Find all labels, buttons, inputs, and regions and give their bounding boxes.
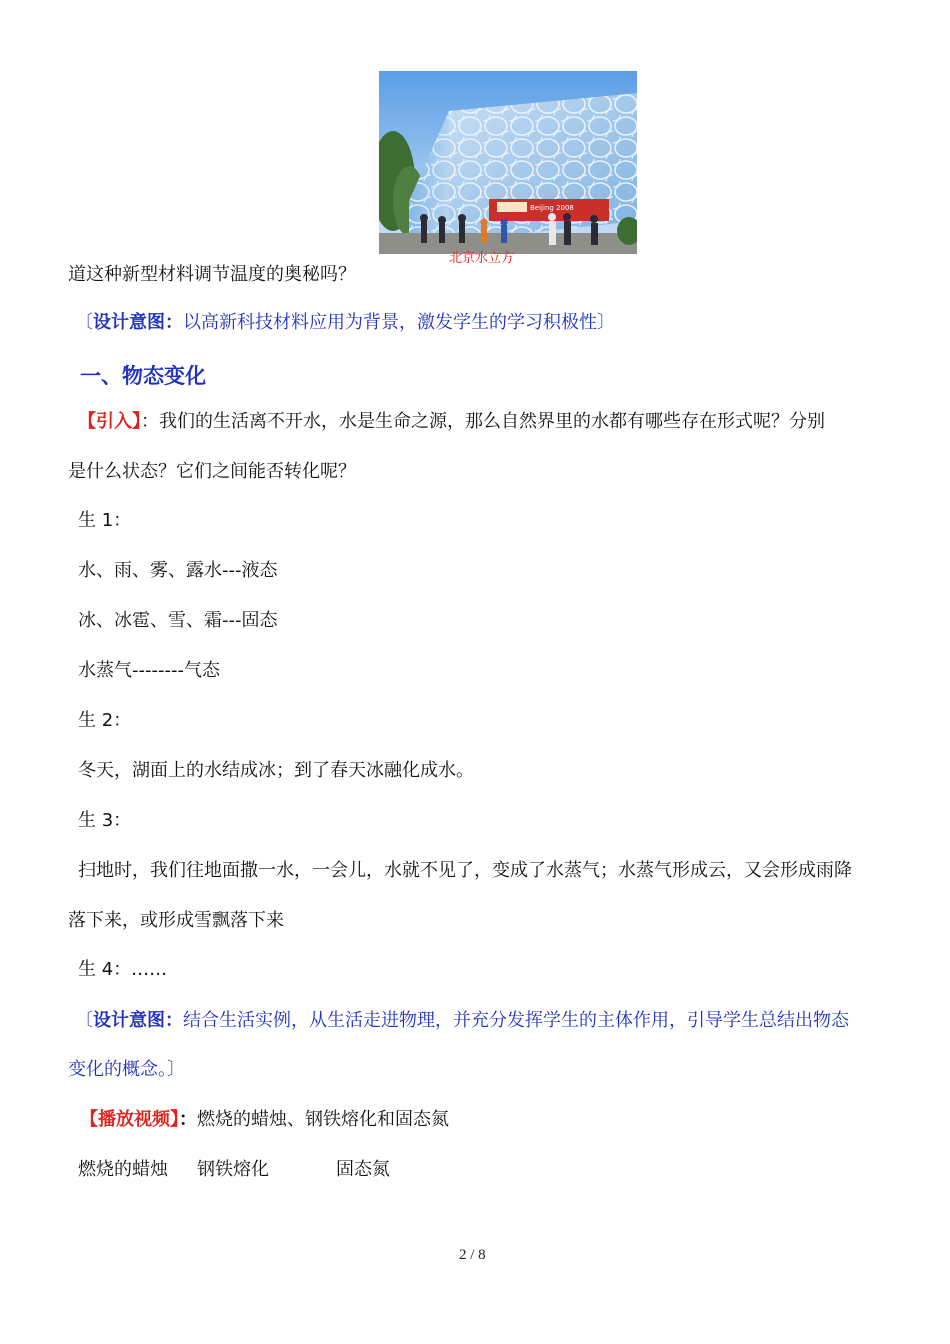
design-intent-2-line-2: 变化的概念。〕 xyxy=(68,1059,185,1080)
water-cube-illustration xyxy=(379,71,637,254)
student-1-line-3: 水蒸气--------气态 xyxy=(78,660,220,681)
yinru-line-2: 是什么状态？它们之间能否转化呢？ xyxy=(68,461,356,482)
intro-tail-text: 道这种新型材料调节温度的奥秘吗？ xyxy=(68,264,356,285)
design-intent-label: 设计意图： xyxy=(93,312,183,333)
bracket-open: 〔 xyxy=(75,312,93,333)
design-intent-text: 结合生活实例，从生活走进物理，并充分发挥学生的主体作用，引导学生总结出物态 xyxy=(183,1010,849,1031)
student-1-line-1: 水、雨、雾、露水---液态 xyxy=(78,560,278,581)
yinru-text-1: ：我们的生活离不开水，水是生命之源，那么自然界里的水都有哪些存在形式呢？分别 xyxy=(141,411,825,432)
student-2-label: 生 2： xyxy=(78,710,132,731)
design-intent-text: 以高新科技材料应用为背景，激发学生的学习积极性 xyxy=(183,312,597,333)
design-intent-2-line-1 xyxy=(75,1010,849,1032)
yinru-line-1 xyxy=(78,411,825,433)
bracket-close: 〕 xyxy=(597,312,615,333)
water-cube-photo xyxy=(379,71,637,254)
video-item-steel: 钢铁熔化 xyxy=(197,1159,269,1180)
student-1-label: 生 1： xyxy=(78,510,132,531)
design-intent-label: 设计意图： xyxy=(93,1010,183,1031)
student-4-label: 生 4：…… xyxy=(78,959,168,980)
student-3-line-1: 扫地时，我们往地面撒一水，一会儿，水就不见了，变成了水蒸气；水蒸气形成云，又会形成雨降 xyxy=(78,860,852,881)
entrance-sign-text: Beijing 2008 xyxy=(530,204,574,212)
student-2-line-1: 冬天，湖面上的水结成冰；到了春天冰融化成水。 xyxy=(78,760,474,781)
video-line xyxy=(80,1109,449,1131)
video-item-candle: 燃烧的蜡烛 xyxy=(78,1159,168,1180)
student-3-label: 生 3： xyxy=(78,810,132,831)
figure-caption: 北京水立方 xyxy=(449,251,515,266)
video-item-nitrogen: 固态氮 xyxy=(336,1159,390,1180)
yinru-label: 【引入】 xyxy=(78,411,141,432)
section-title: 一、物态变化 xyxy=(80,364,206,388)
page-number: 2 / 8 xyxy=(459,1247,486,1263)
bracket-open: 〔 xyxy=(75,1010,93,1031)
student-3-line-2: 落下来，或形成雪飘落下来 xyxy=(68,910,284,931)
video-text: 燃烧的蜡烛、钢铁熔化和固态氮 xyxy=(197,1109,449,1130)
student-1-line-2: 冰、冰雹、雪、霜---固态 xyxy=(78,610,278,631)
design-intent-1 xyxy=(75,312,615,334)
video-colon: ： xyxy=(179,1109,197,1130)
video-label: 【播放视频】 xyxy=(80,1109,179,1130)
